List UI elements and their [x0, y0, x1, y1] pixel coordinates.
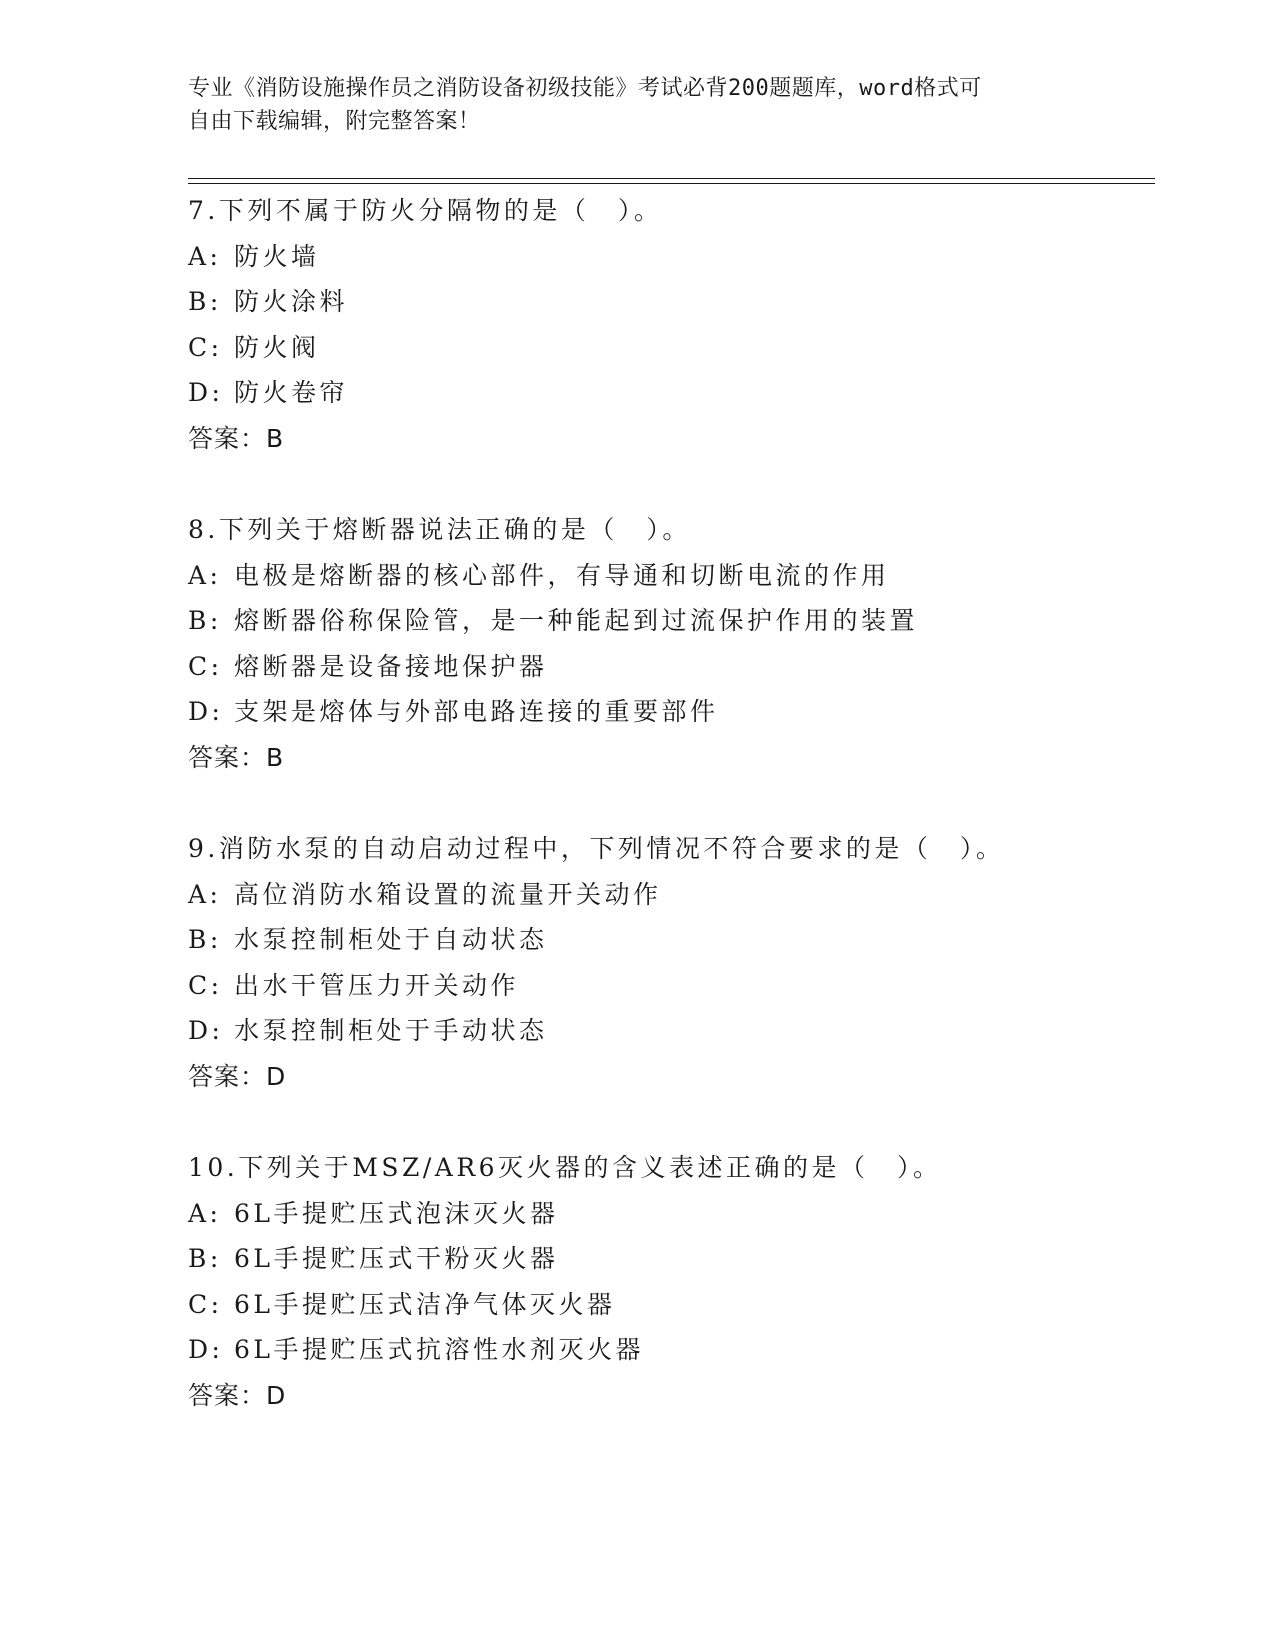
option-text: 出水干管压力开关动作 [234, 970, 520, 1000]
question-10 [188, 1145, 1148, 1419]
question-stem: 10.下列关于MSZ/AR6灭火器的含义表述正确的是（ ）。 [188, 1153, 942, 1182]
option-d [188, 1008, 1148, 1054]
question-7 [188, 188, 1148, 462]
answer-line: 答案：B [188, 423, 285, 453]
option-text: 水泵控制柜处于自动状态 [234, 925, 548, 955]
answer-line: 答案：B [188, 742, 285, 772]
option-c [188, 963, 1148, 1009]
option-letter: A: [188, 1198, 222, 1228]
question-stem: 8.下列关于熔断器说法正确的是（ ）。 [188, 515, 691, 544]
option-a [188, 553, 1148, 599]
option-letter: D: [188, 1335, 224, 1365]
question-9 [188, 826, 1148, 1100]
option-letter: C: [188, 970, 223, 1000]
option-text: 电极是熔断器的核心部件，有导通和切断电流的作用 [234, 560, 890, 590]
option-b [188, 598, 1148, 644]
option-letter: C: [188, 651, 223, 681]
option-a [188, 1191, 1148, 1237]
option-d [188, 1327, 1148, 1373]
option-letter: C: [188, 1289, 223, 1319]
header-divider-top [188, 178, 1155, 179]
option-d [188, 689, 1148, 735]
option-letter: C: [188, 332, 223, 362]
option-c [188, 325, 1148, 371]
option-letter: B: [188, 287, 222, 317]
option-b [188, 1236, 1148, 1282]
answer-line: 答案：D [188, 1061, 287, 1091]
option-c [188, 1282, 1148, 1328]
question-8 [188, 507, 1148, 781]
option-a [188, 872, 1148, 918]
option-b [188, 279, 1148, 325]
option-c [188, 644, 1148, 690]
option-text: 6L手提贮压式泡沫灭火器 [234, 1198, 559, 1228]
option-letter: A: [188, 560, 222, 590]
option-letter: D: [188, 1016, 224, 1046]
option-b [188, 917, 1148, 963]
option-letter: B: [188, 606, 222, 636]
option-letter: D: [188, 697, 224, 727]
option-d [188, 370, 1148, 416]
option-text: 防火卷帘 [234, 378, 349, 408]
header-line-1: 专业《消防设施操作员之消防设备初级技能》考试必背200题题库，word格式可 [188, 76, 982, 101]
option-text: 6L手提贮压式干粉灭火器 [234, 1244, 559, 1274]
header-divider-bottom [188, 183, 1155, 184]
option-letter: B: [188, 1244, 222, 1274]
option-text: 高位消防水箱设置的流量开关动作 [234, 879, 662, 909]
document-header [188, 72, 1088, 138]
option-text: 6L手提贮压式洁净气体灭火器 [234, 1289, 616, 1319]
option-a [188, 234, 1148, 280]
question-stem: 7.下列不属于防火分隔物的是（ ）。 [188, 196, 663, 225]
option-text: 防火墙 [234, 241, 320, 271]
answer-line: 答案：D [188, 1380, 287, 1410]
option-text: 支架是熔体与外部电路连接的重要部件 [234, 697, 719, 727]
option-text: 熔断器俗称保险管，是一种能起到过流保护作用的装置 [234, 606, 919, 636]
option-letter: A: [188, 241, 222, 271]
question-stem: 9.消防水泵的自动启动过程中，下列情况不符合要求的是（ ）。 [188, 834, 1005, 863]
option-text: 水泵控制柜处于手动状态 [234, 1016, 548, 1046]
option-letter: A: [188, 879, 222, 909]
option-text: 熔断器是设备接地保护器 [234, 651, 548, 681]
option-text: 防火涂料 [234, 287, 349, 317]
header-line-2: 自由下载编辑，附完整答案！ [188, 109, 481, 134]
option-letter: D: [188, 378, 224, 408]
option-text: 6L手提贮压式抗溶性水剂灭火器 [234, 1335, 645, 1365]
option-letter: B: [188, 925, 222, 955]
option-text: 防火阀 [234, 332, 320, 362]
